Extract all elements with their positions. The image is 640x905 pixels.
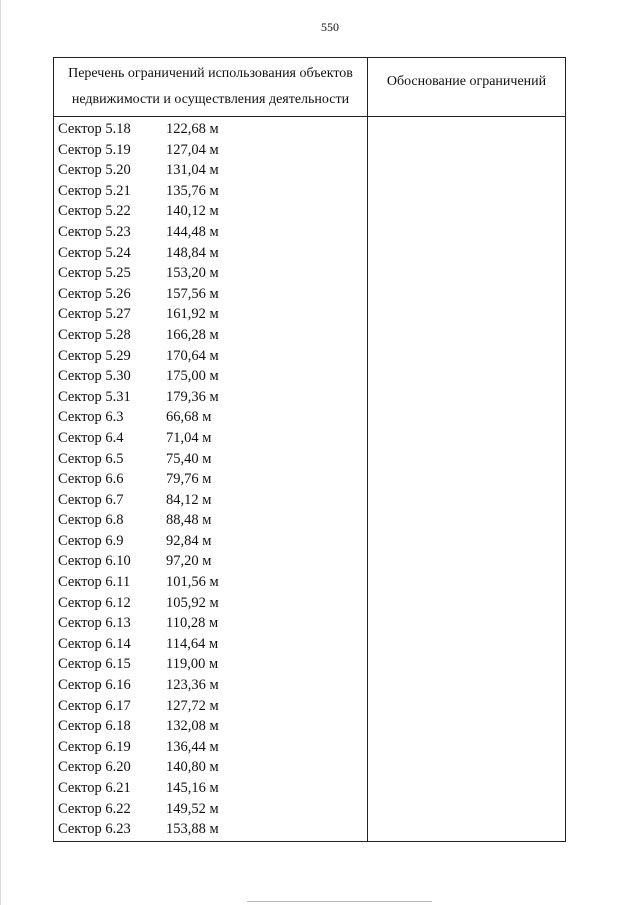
table-row xyxy=(54,634,367,655)
table-row xyxy=(54,531,367,552)
sector-name: Сектор 6.4 xyxy=(58,429,124,446)
table-row xyxy=(54,346,367,367)
sector-name: Сектор 6.18 xyxy=(58,718,131,735)
sector-name: Сектор 6.20 xyxy=(58,759,131,776)
sector-distance: 140,12 м xyxy=(166,203,219,220)
table-row xyxy=(54,428,367,449)
sector-name: Сектор 5.25 xyxy=(58,265,131,282)
sector-distance: 79,76 м xyxy=(166,471,212,488)
sector-distance: 161,92 м xyxy=(166,306,219,323)
sector-distance: 136,44 м xyxy=(166,738,219,755)
sector-name: Сектор 5.18 xyxy=(58,121,131,137)
sector-distance: 157,56 м xyxy=(166,285,219,302)
table-row xyxy=(54,119,367,140)
sector-name: Сектор 6.12 xyxy=(58,594,131,611)
table-row xyxy=(54,799,367,820)
sector-distance: 179,36 м xyxy=(166,388,219,405)
table-row xyxy=(54,737,367,758)
table-row xyxy=(54,819,367,840)
sector-name: Сектор 5.31 xyxy=(58,388,131,405)
bottom-rule xyxy=(247,901,432,902)
sector-name: Сектор 5.20 xyxy=(58,162,131,179)
sector-distance: 140,80 м xyxy=(166,759,219,776)
page-edge-rule xyxy=(0,0,1,905)
sector-distance: 148,84 м xyxy=(166,244,219,261)
sector-distance: 127,72 м xyxy=(166,697,219,714)
sector-name: Сектор 6.16 xyxy=(58,677,131,694)
sector-distance: 101,56 м xyxy=(166,574,219,591)
table-row xyxy=(54,551,367,572)
sector-distance: 131,04 м xyxy=(166,162,219,179)
sector-name: Сектор 6.14 xyxy=(58,635,131,652)
sector-name: Сектор 6.15 xyxy=(58,656,131,673)
sector-distance: 66,68 м xyxy=(166,409,212,426)
header-left-line2: недвижимости и осуществления деятельности xyxy=(71,92,350,107)
table-body xyxy=(54,119,367,840)
header-left-line1: Перечень ограничений использования объектов xyxy=(68,66,353,81)
sector-name: Сектор 5.30 xyxy=(58,368,131,385)
sector-name: Сектор 6.8 xyxy=(58,512,124,529)
sector-name: Сектор 6.11 xyxy=(58,574,131,591)
sector-distance: 114,64 м xyxy=(166,635,219,652)
sector-name: Сектор 6.19 xyxy=(58,738,131,755)
sector-name: Сектор 6.3 xyxy=(58,409,124,426)
header-restrictions-list xyxy=(54,58,367,116)
sector-distance: 123,36 м xyxy=(166,677,219,694)
table-row xyxy=(54,757,367,778)
sector-name: Сектор 6.17 xyxy=(58,697,131,714)
page-number: 550 xyxy=(321,20,339,34)
sector-distance: 75,40 м xyxy=(166,450,212,467)
table-row xyxy=(54,778,367,799)
table-row xyxy=(54,160,367,181)
sector-distance: 127,04 м xyxy=(166,141,219,158)
sector-distance: 84,12 м xyxy=(166,491,212,508)
sector-distance: 153,88 м xyxy=(166,821,219,838)
sector-distance: 175,00 м xyxy=(166,368,219,385)
table-row xyxy=(54,654,367,675)
sector-name: Сектор 5.23 xyxy=(58,223,131,240)
sector-distance: 144,48 м xyxy=(166,223,219,240)
sector-name: Сектор 6.21 xyxy=(58,780,131,796)
sector-name: Сектор 6.10 xyxy=(58,553,131,570)
table-row xyxy=(54,304,367,325)
table-row xyxy=(54,469,367,490)
sector-distance: 132,08 м xyxy=(166,718,219,735)
table-row xyxy=(54,449,367,470)
sector-name: Сектор 5.26 xyxy=(58,285,131,302)
column-divider xyxy=(367,58,368,841)
sector-distance: 166,28 м xyxy=(166,326,219,343)
sector-name: Сектор 6.13 xyxy=(58,615,131,632)
table-row xyxy=(54,490,367,511)
sector-distance: 135,76 м xyxy=(166,182,219,199)
sector-distance: 97,20 м xyxy=(166,553,212,570)
table-row xyxy=(54,140,367,161)
table-row xyxy=(54,284,367,305)
table-row xyxy=(54,201,367,222)
table-row xyxy=(54,222,367,243)
sector-distance: 122,68 м xyxy=(166,121,219,137)
sector-distance: 110,28 м xyxy=(166,615,219,632)
sector-name: Сектор 6.23 xyxy=(58,821,131,838)
table-row xyxy=(54,407,367,428)
sector-name: Сектор 6.6 xyxy=(58,471,124,488)
restrictions-table xyxy=(53,57,566,842)
sector-distance: 92,84 м xyxy=(166,532,212,549)
table-header xyxy=(54,58,565,117)
sector-distance: 119,00 м xyxy=(166,656,219,673)
sector-distance: 105,92 м xyxy=(166,594,219,611)
sector-distance: 170,64 м xyxy=(166,347,219,364)
table-row xyxy=(54,613,367,634)
sector-name: Сектор 5.27 xyxy=(58,306,131,323)
table-row xyxy=(54,675,367,696)
sector-distance: 88,48 м xyxy=(166,512,212,529)
sector-name: Сектор 6.7 xyxy=(58,491,124,508)
table-row xyxy=(54,716,367,737)
table-row xyxy=(54,243,367,264)
header-justification: Обоснование ограничений xyxy=(386,74,547,89)
table-row xyxy=(54,181,367,202)
table-row xyxy=(54,325,367,346)
table-row xyxy=(54,366,367,387)
table-row xyxy=(54,510,367,531)
sector-distance: 145,16 м xyxy=(166,780,219,796)
sector-distance: 153,20 м xyxy=(166,265,219,282)
sector-name: Сектор 6.5 xyxy=(58,450,124,467)
sector-name: Сектор 6.22 xyxy=(58,800,131,817)
sector-distance: 71,04 м xyxy=(166,429,212,446)
sector-name: Сектор 5.29 xyxy=(58,347,131,364)
table-row xyxy=(54,387,367,408)
sector-name: Сектор 5.28 xyxy=(58,326,131,343)
table-row xyxy=(54,263,367,284)
sector-name: Сектор 6.9 xyxy=(58,532,124,549)
sector-name: Сектор 5.22 xyxy=(58,203,131,220)
table-row xyxy=(54,696,367,717)
sector-name: Сектор 5.19 xyxy=(58,141,131,158)
sector-name: Сектор 5.21 xyxy=(58,182,131,199)
table-row xyxy=(54,572,367,593)
sector-distance: 149,52 м xyxy=(166,800,219,817)
table-row xyxy=(54,593,367,614)
sector-name: Сектор 5.24 xyxy=(58,244,131,261)
